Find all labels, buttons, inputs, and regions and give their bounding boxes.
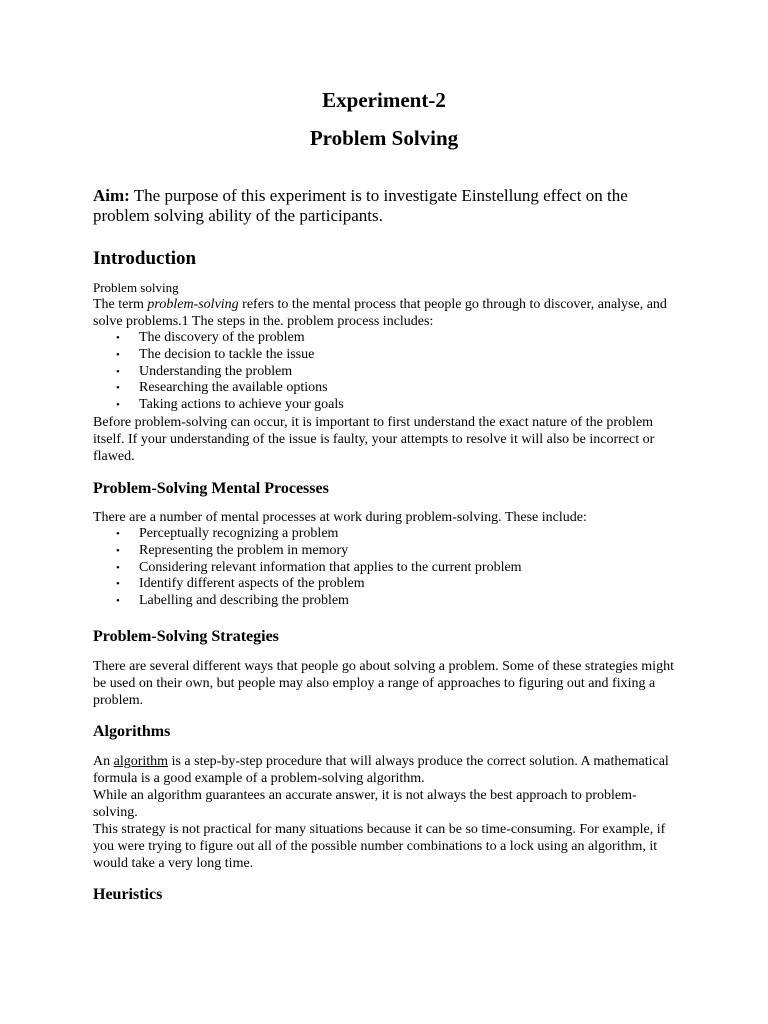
heading-heuristics: Heuristics — [93, 886, 163, 903]
heading-introduction: Introduction — [93, 248, 197, 269]
intro-p1-post: refers to the mental process that people go through to discover, analyse, and solve problems.1 The steps in the. problem process includes: — [93, 297, 667, 329]
list-item — [93, 576, 678, 593]
list-item-text: Considering relevant information that applies to the current problem — [139, 559, 522, 575]
list-item-text: The decision to tackle the issue — [139, 346, 315, 362]
algorithms-paragraph-1 — [93, 753, 678, 787]
strategies-paragraph-1: There are several different ways that people go about solving a problem. Some of these strategies might be used on their own, but people may also employ a range of approaches to figuring out and fixing a problem. — [93, 659, 674, 708]
intro-steps-list — [93, 330, 678, 414]
list-item-text: Labelling and describing the problem — [139, 593, 349, 609]
algorithms-p1-post: is a step-by-step procedure that will always produce the correct solution. A mathematical formula is a good example of a problem-solving algorithm. — [93, 754, 669, 786]
list-item-text: Representing the problem in memory — [139, 542, 349, 558]
bullet-icon: • — [116, 332, 120, 344]
mental-paragraph-1: There are a number of mental processes at work during problem-solving. These include: — [93, 510, 587, 525]
mental-processes-list — [93, 526, 678, 610]
intro-subheading: Problem solving — [93, 280, 179, 295]
list-item — [93, 593, 678, 610]
algorithms-section — [93, 753, 678, 872]
heading-mental-processes: Problem-Solving Mental Processes — [93, 480, 329, 497]
list-item-text: Researching the available options — [139, 380, 328, 396]
algorithms-paragraph-2: While an algorithm guarantees an accurate answer, it is not always the best approach to problem-solving. — [93, 788, 637, 820]
bullet-icon: • — [116, 365, 120, 378]
intro-paragraph-1 — [93, 296, 678, 330]
list-item-text: Understanding the problem — [139, 363, 293, 379]
list-item — [93, 330, 678, 347]
bullet-icon: • — [116, 561, 120, 574]
aim-paragraph — [93, 186, 633, 226]
list-item — [93, 380, 678, 397]
list-item — [93, 543, 678, 560]
bullet-icon: • — [116, 382, 120, 395]
heading-strategies: Problem-Solving Strategies — [93, 628, 279, 645]
intro-paragraph-2: Before problem-solving can occur, it is important to first understand the exact nature of the problem itself. If your understanding of the issue is faulty, your attempts to resolve it will also be incorrect or flawed. — [93, 414, 655, 464]
strategies-section — [93, 658, 678, 709]
bullet-icon: • — [116, 528, 120, 540]
algorithms-p1-pre: An — [93, 754, 114, 769]
list-item-text: Perceptually recognizing a problem — [139, 526, 339, 541]
list-item-text: Identify different aspects of the problem — [139, 576, 365, 592]
document-subtitle: Problem Solving — [309, 126, 459, 150]
bullet-icon: • — [116, 544, 120, 557]
mental-processes-section — [93, 509, 678, 610]
list-item — [93, 526, 678, 543]
heading-algorithms: Algorithms — [93, 723, 171, 740]
bullet-icon: • — [116, 578, 120, 591]
document-title: Experiment-2 — [322, 88, 446, 112]
bullet-icon: • — [116, 595, 120, 608]
list-item — [93, 347, 678, 364]
intro-p1-pre: The term — [93, 297, 148, 312]
list-item-text: Taking actions to achieve your goals — [139, 397, 344, 413]
list-item — [93, 560, 678, 577]
bullet-icon: • — [116, 348, 120, 361]
introduction-section — [93, 280, 678, 465]
list-item — [93, 397, 678, 414]
list-item — [93, 364, 678, 381]
algorithms-paragraph-3: This strategy is not practical for many situations because it can be so time-consuming. For example, if you were trying to figure out all of the possible number combinations to a lock using an algorithm, it would take a very long time. — [93, 822, 666, 871]
aim-label: Aim: — [93, 186, 130, 205]
list-item-text: The discovery of the problem — [139, 330, 305, 345]
bullet-icon: • — [116, 399, 120, 412]
algorithm-link[interactable]: algorithm — [113, 754, 169, 769]
aim-text: The purpose of this experiment is to investigate Einstellung effect on the problem solving ability of the participants. — [93, 186, 628, 225]
intro-p1-emphasis: problem-solving — [147, 297, 239, 312]
